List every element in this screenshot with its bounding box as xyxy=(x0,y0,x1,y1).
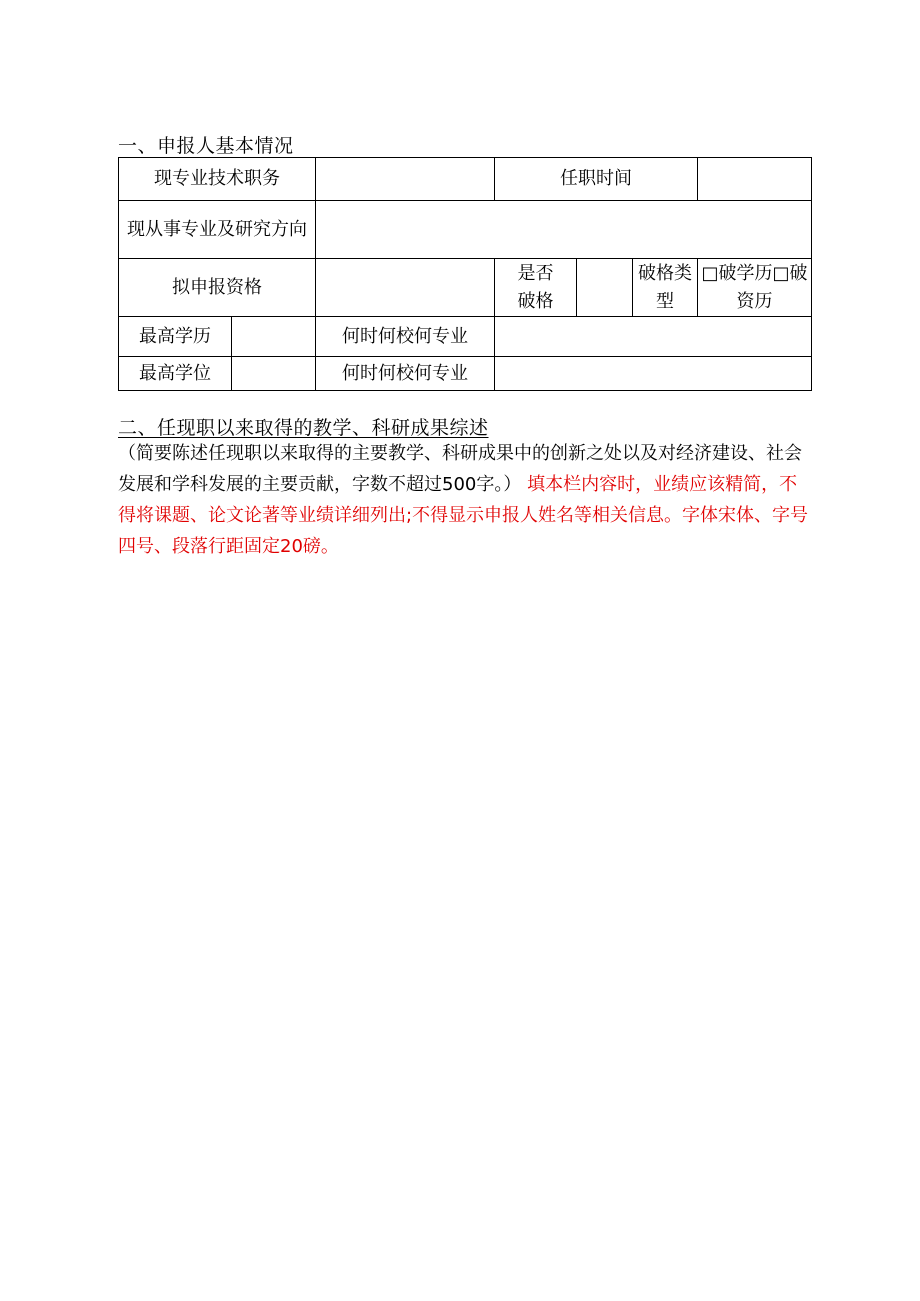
exceptional-type-label: 破格类型 xyxy=(633,259,698,317)
research-direction-field[interactable] xyxy=(316,201,812,259)
exceptional-type-options[interactable]: □破学历□破资历 xyxy=(698,259,812,317)
exceptional-label: 是否破格 xyxy=(495,259,577,317)
highest-education-field[interactable] xyxy=(232,317,316,357)
highest-education-label: 最高学历 xyxy=(119,317,232,357)
red-note-text: 填本栏内容时，业绩应该精简，不得将课题、论文论著等业绩详细列出;不得显示申报人姓名等相关信息。字体宋体、字号四号、段落行距固定20磅。 xyxy=(118,474,809,557)
exceptional-field[interactable] xyxy=(577,259,633,317)
highest-degree-field[interactable] xyxy=(232,357,316,391)
section1-title: 一、申报人基本情况 xyxy=(118,135,294,157)
degree-detail-label: 何时何校何专业 xyxy=(316,357,495,391)
education-detail-field[interactable] xyxy=(495,317,812,357)
instruction-text: （简要陈述任现职以来取得的主要教学、科研成果中的创新之处以及对经济建设、社会发展和学科发展的主要贡献，字数不超过500字。） xyxy=(118,443,802,495)
appoint-time-label: 任职时间 xyxy=(495,158,698,201)
research-direction-label: 现从事专业及研究方向 xyxy=(119,201,316,259)
current-title-field[interactable] xyxy=(316,158,495,201)
apply-qualification-field[interactable] xyxy=(316,259,495,317)
appoint-time-field[interactable] xyxy=(698,158,812,201)
section2-title: 二、任现职以来取得的教学、科研成果综述 xyxy=(118,417,489,439)
section2-instructions xyxy=(118,438,814,562)
education-detail-label: 何时何校何专业 xyxy=(316,317,495,357)
current-title-label: 现专业技术职务 xyxy=(119,158,316,201)
degree-detail-field[interactable] xyxy=(495,357,812,391)
apply-qualification-label: 拟申报资格 xyxy=(119,259,316,317)
basic-info-table xyxy=(118,157,812,391)
highest-degree-label: 最高学位 xyxy=(119,357,232,391)
